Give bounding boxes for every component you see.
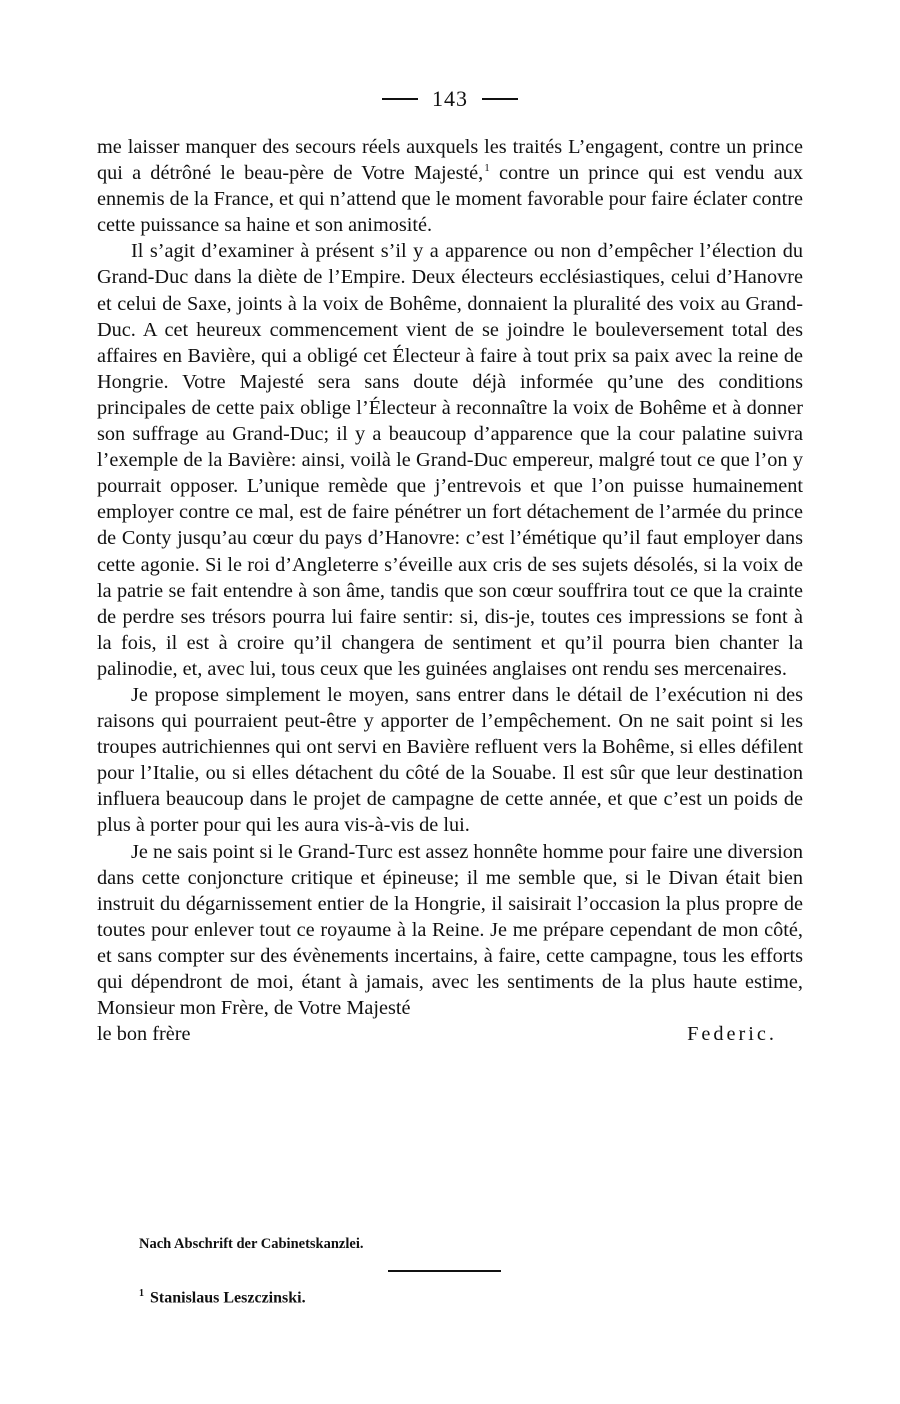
closing-line [97, 1021, 803, 1047]
paragraph-2: Il s’agit d’examiner à présent s’il y a apparence ou non d’empêcher l’élection du Grand-Duc dans la diète de l’Empire. Deux électeurs ecclésiastiques, celui d’Hanovre et celui de Saxe, joints à la voix de Bohême, donnaient la pluralité des voix au Grand-Duc. A cet heureux commencement vient de se joindre le bouleversement total des affaires en Bavière, qui a obligé cet Électeur à faire à tout prix sa paix avec la reine de Hongrie. Votre Majesté sera sans doute déjà informée qu’une des conditions principales de cette paix oblige l’Électeur à reconnaître la voix de Bohême et à donner son suffrage au Grand-Duc; il y a beaucoup d’apparence que la cour palatine suivra l’exemple de la Bavière: ainsi, voilà le Grand-Duc empereur, malgré tout ce que l’on y pourrait opposer. L’unique remède que j’entrevois et que l’on puisse humainement employer contre ce mal, est de faire pénétrer un fort détachement de l’armée du prince de Conty jusqu’au cœur du pays d’Hanovre: c’est l’émétique qu’il faut employer dans cette agonie. Si le roi d’Angleterre s’éveille aux cris de ses sujets désolés, si la voix de la patrie se fait entendre à son âme, tandis que son cœur souffrira tout ce que la crainte de perdre ses trésors pourra lui faire sentir: si, dis-je, toutes ces impressions se font à la fois, il est à croire qu’il changera de sentiment et qu’il pourra bien chanter la palinodie, et, avec lui, tous ceux que les guinées anglaises ont rendu ses mercenaires. [97, 240, 803, 680]
footnote-separator [388, 1270, 501, 1272]
closing-phrase: le bon frère [97, 1023, 191, 1046]
header-dash-left [382, 98, 418, 100]
letter-body [97, 134, 803, 1047]
footnote-marker: 1 [139, 1288, 144, 1299]
source-note: Nach Abschrift der Cabinetskanzlei. [139, 1236, 364, 1252]
paragraph-1-text-a: me laisser manquer des secours réels auxquels les traités L’engagent, contre un prince qui a détrôné le beau-père de Votre Majesté, [97, 136, 803, 185]
page-header [0, 86, 900, 112]
page-number: 143 [432, 86, 468, 111]
paragraph-1-text-b: contre un prince qui est vendu aux ennemis de la France, et qui n’attend que le moment favorable pour faire éclater contre cette puissance sa haine et son animosité. [97, 162, 803, 237]
header-dash-right [482, 98, 518, 100]
signature: Federic. [687, 1023, 777, 1046]
footnote-reference: 1 [484, 162, 490, 175]
footnote-text: Stanislaus Leszczinski. [150, 1289, 306, 1307]
footnote [139, 1288, 306, 1307]
paragraph-1 [97, 134, 803, 238]
paragraph-3: Je propose simplement le moyen, sans entrer dans le détail de l’exécution ni des raisons qui pourraient peut-être y apporter de l’empêchement. On ne sait point si les troupes autrichiennes qui ont servi en Bavière refluent vers la Bohême, si elles défilent pour l’Italie, ou si elles détachent du côté de la Souabe. Il est sûr que leur destination influera beaucoup dans le projet de campagne de cette année, et que c’est un poids de plus à porter pour qui les aura vis-à-vis de lui. [97, 683, 803, 837]
paragraph-4: Je ne sais point si le Grand-Turc est assez honnête homme pour faire une diversion dans cette conjoncture critique et épineuse; il me semble que, si le Divan était bien instruit du dégarnissement entier de la Hongrie, il saisirait l’occasion la plus propre de toutes pour enlever tout ce royaume à la Reine. Je me prépare cependant de mon côté, et sans compter sur des évènements incertains, à faire, cette campagne, tous les efforts qui dépendront de moi, étant à jamais, avec les sentiments de la plus haute estime, Monsieur mon Frère, de Votre Majesté [97, 840, 803, 1020]
